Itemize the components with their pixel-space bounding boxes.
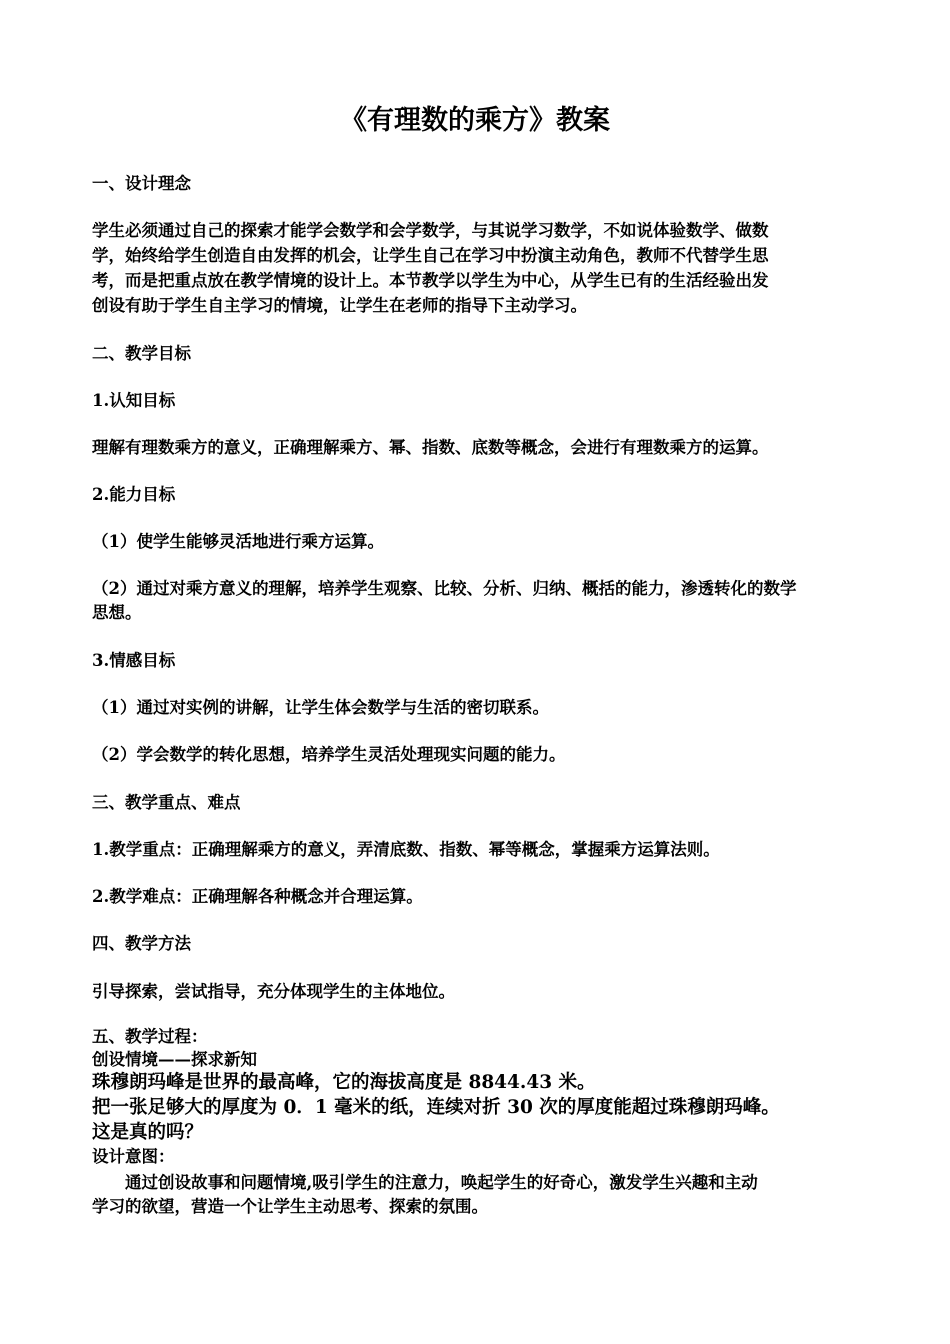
- section-heading-teaching-process: 五、教学过程：: [92, 1027, 208, 1046]
- paragraph-line: 学生必须通过自己的探索才能学会数学和会学数学，与其说学习数学，不如说体验数学、做数: [92, 221, 769, 240]
- paragraph-line: 1.教学重点：正确理解乘方的意义，弄清底数、指数、幂等概念，掌握乘方运算法则。: [92, 840, 720, 859]
- paragraph-line: 考，而是把重点放在教学情境的设计上。本节教学以学生为中心，从学生已有的生活经验出发: [92, 271, 769, 290]
- paragraph-line: 创设有助于学生自主学习的情境，让学生在老师的指导下主动学习。: [92, 296, 587, 315]
- paragraph-line: 学，始终给学生创造自由发挥的机会，让学生自己在学习中扮演主动角色，教师不代替学生思: [92, 246, 769, 265]
- list-item: （2）通过对乘方意义的理解，培养学生观察、比较、分析、归纳、概括的能力，渗透转化的数学: [92, 579, 797, 598]
- section-heading-design-philosophy: 一、设计理念: [92, 174, 191, 193]
- paragraph-line: 学习的欲望，营造一个让学生主动思考、探索的氛围。: [92, 1197, 488, 1216]
- subheading-create-scenario: 创设情境——探求新知: [92, 1050, 257, 1069]
- list-item: （2）学会数学的转化思想，培养学生灵活处理现实问题的能力。: [92, 745, 566, 764]
- paragraph-line: 通过创设故事和问题情境,吸引学生的注意力，唤起学生的好奇心，激发学生兴趣和主动: [125, 1173, 758, 1192]
- document-title: 《有理数的乘方》教案: [340, 105, 610, 136]
- subheading-cognitive-goal: 1.认知目标: [92, 391, 176, 410]
- list-item: （1）通过对实例的讲解，让学生体会数学与生活的密切联系。: [92, 698, 549, 717]
- subheading-emotion-goal: 3.情感目标: [92, 651, 176, 670]
- paragraph-line: 引导探索，尝试指导，充分体现学生的主体地位。: [92, 982, 455, 1001]
- section-heading-key-points: 三、教学重点、难点: [92, 793, 241, 812]
- subheading-ability-goal: 2.能力目标: [92, 485, 176, 504]
- subheading-design-intent: 设计意图：: [92, 1147, 175, 1166]
- problem-line: 珠穆朗玛峰是世界的最高峰，它的海拔高度是 8844.43 米。: [92, 1072, 596, 1093]
- section-heading-teaching-method: 四、教学方法: [92, 934, 191, 953]
- list-item: （1）使学生能够灵活地进行乘方运算。: [92, 532, 384, 551]
- list-item-continuation: 思想。: [92, 603, 142, 622]
- paragraph-line: 2.教学难点：正确理解各种概念并合理运算。: [92, 887, 423, 906]
- problem-line: 这是真的吗？: [92, 1122, 204, 1143]
- problem-line: 把一张足够大的厚度为 0．1 毫米的纸，连续对折 30 次的厚度能超过珠穆朗玛峰。: [92, 1097, 780, 1118]
- paragraph-line: 理解有理数乘方的意义，正确理解乘方、幂、指数、底数等概念，会进行有理数乘方的运算。: [92, 438, 769, 457]
- section-heading-teaching-goals: 二、教学目标: [92, 344, 191, 363]
